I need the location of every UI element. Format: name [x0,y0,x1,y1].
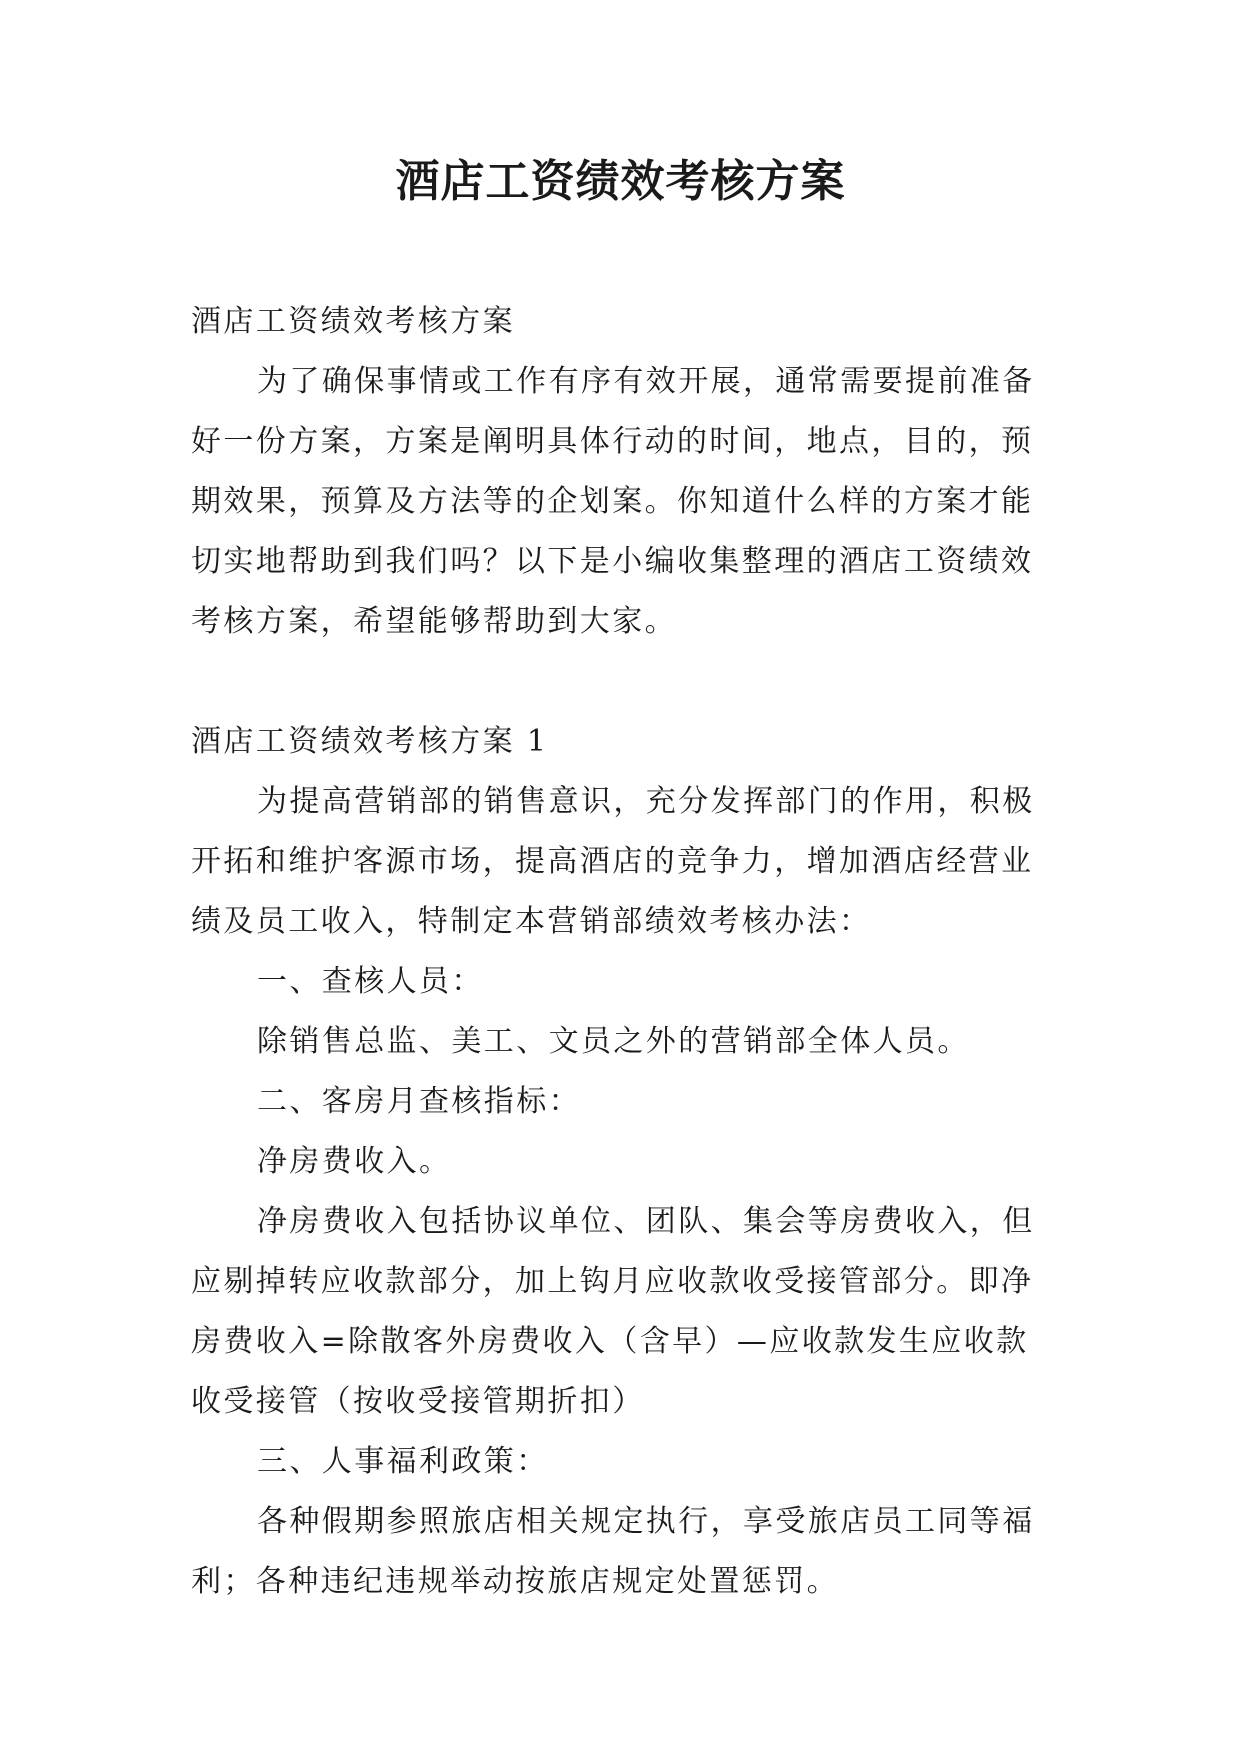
indicator-paragraph: 净房费收入。 [257,1144,452,1179]
list-heading-staff: 一、查核人员： [257,964,484,999]
intro-paragraph: 为了确保事情或工作有序有效开展，通常需要提前准备好一份方案，方案是阐明具体行动的时间，地点，目的，预期效果，预算及方法等的企划案。你知道什么样的方案才能切实地帮助到我们吗？以下是小编收集整理的酒店工资绩效考核方案，希望能够帮助到大家。 [191,364,1035,639]
intro-heading: 酒店工资绩效考核方案 [191,304,515,339]
section-spacer [191,652,1051,712]
indicator-detail-paragraph: 净房费收入包括协议单位、团队、集会等房费收入，但应剔掉转应收款部分，加上钩月应收款收受接管部分。即净房费收入=除散客外房费收入（含早）—应收款发生应收款收受接管（按收受接管期折扣） [191,1204,1035,1419]
staff-paragraph: 除销售总监、美工、文员之外的营销部全体人员。 [257,1024,970,1059]
list-heading-indicators: 二、客房月查核指标： [257,1084,581,1119]
document-body [191,292,1051,1612]
list-heading-welfare: 三、人事福利政策： [257,1444,549,1479]
welfare-paragraph: 各种假期参照旅店相关规定执行，享受旅店员工同等福利；各种违纪违规举动按旅店规定处置惩罚。 [191,1504,1035,1599]
document-title: 酒店工资绩效考核方案 [395,156,846,207]
purpose-paragraph: 为提高营销部的销售意识，充分发挥部门的作用，积极开拓和维护客源市场，提高酒店的竞争力，增加酒店经营业绩及员工收入，特制定本营销部绩效考核办法： [191,784,1035,939]
section-heading: 酒店工资绩效考核方案 1 [191,724,549,759]
